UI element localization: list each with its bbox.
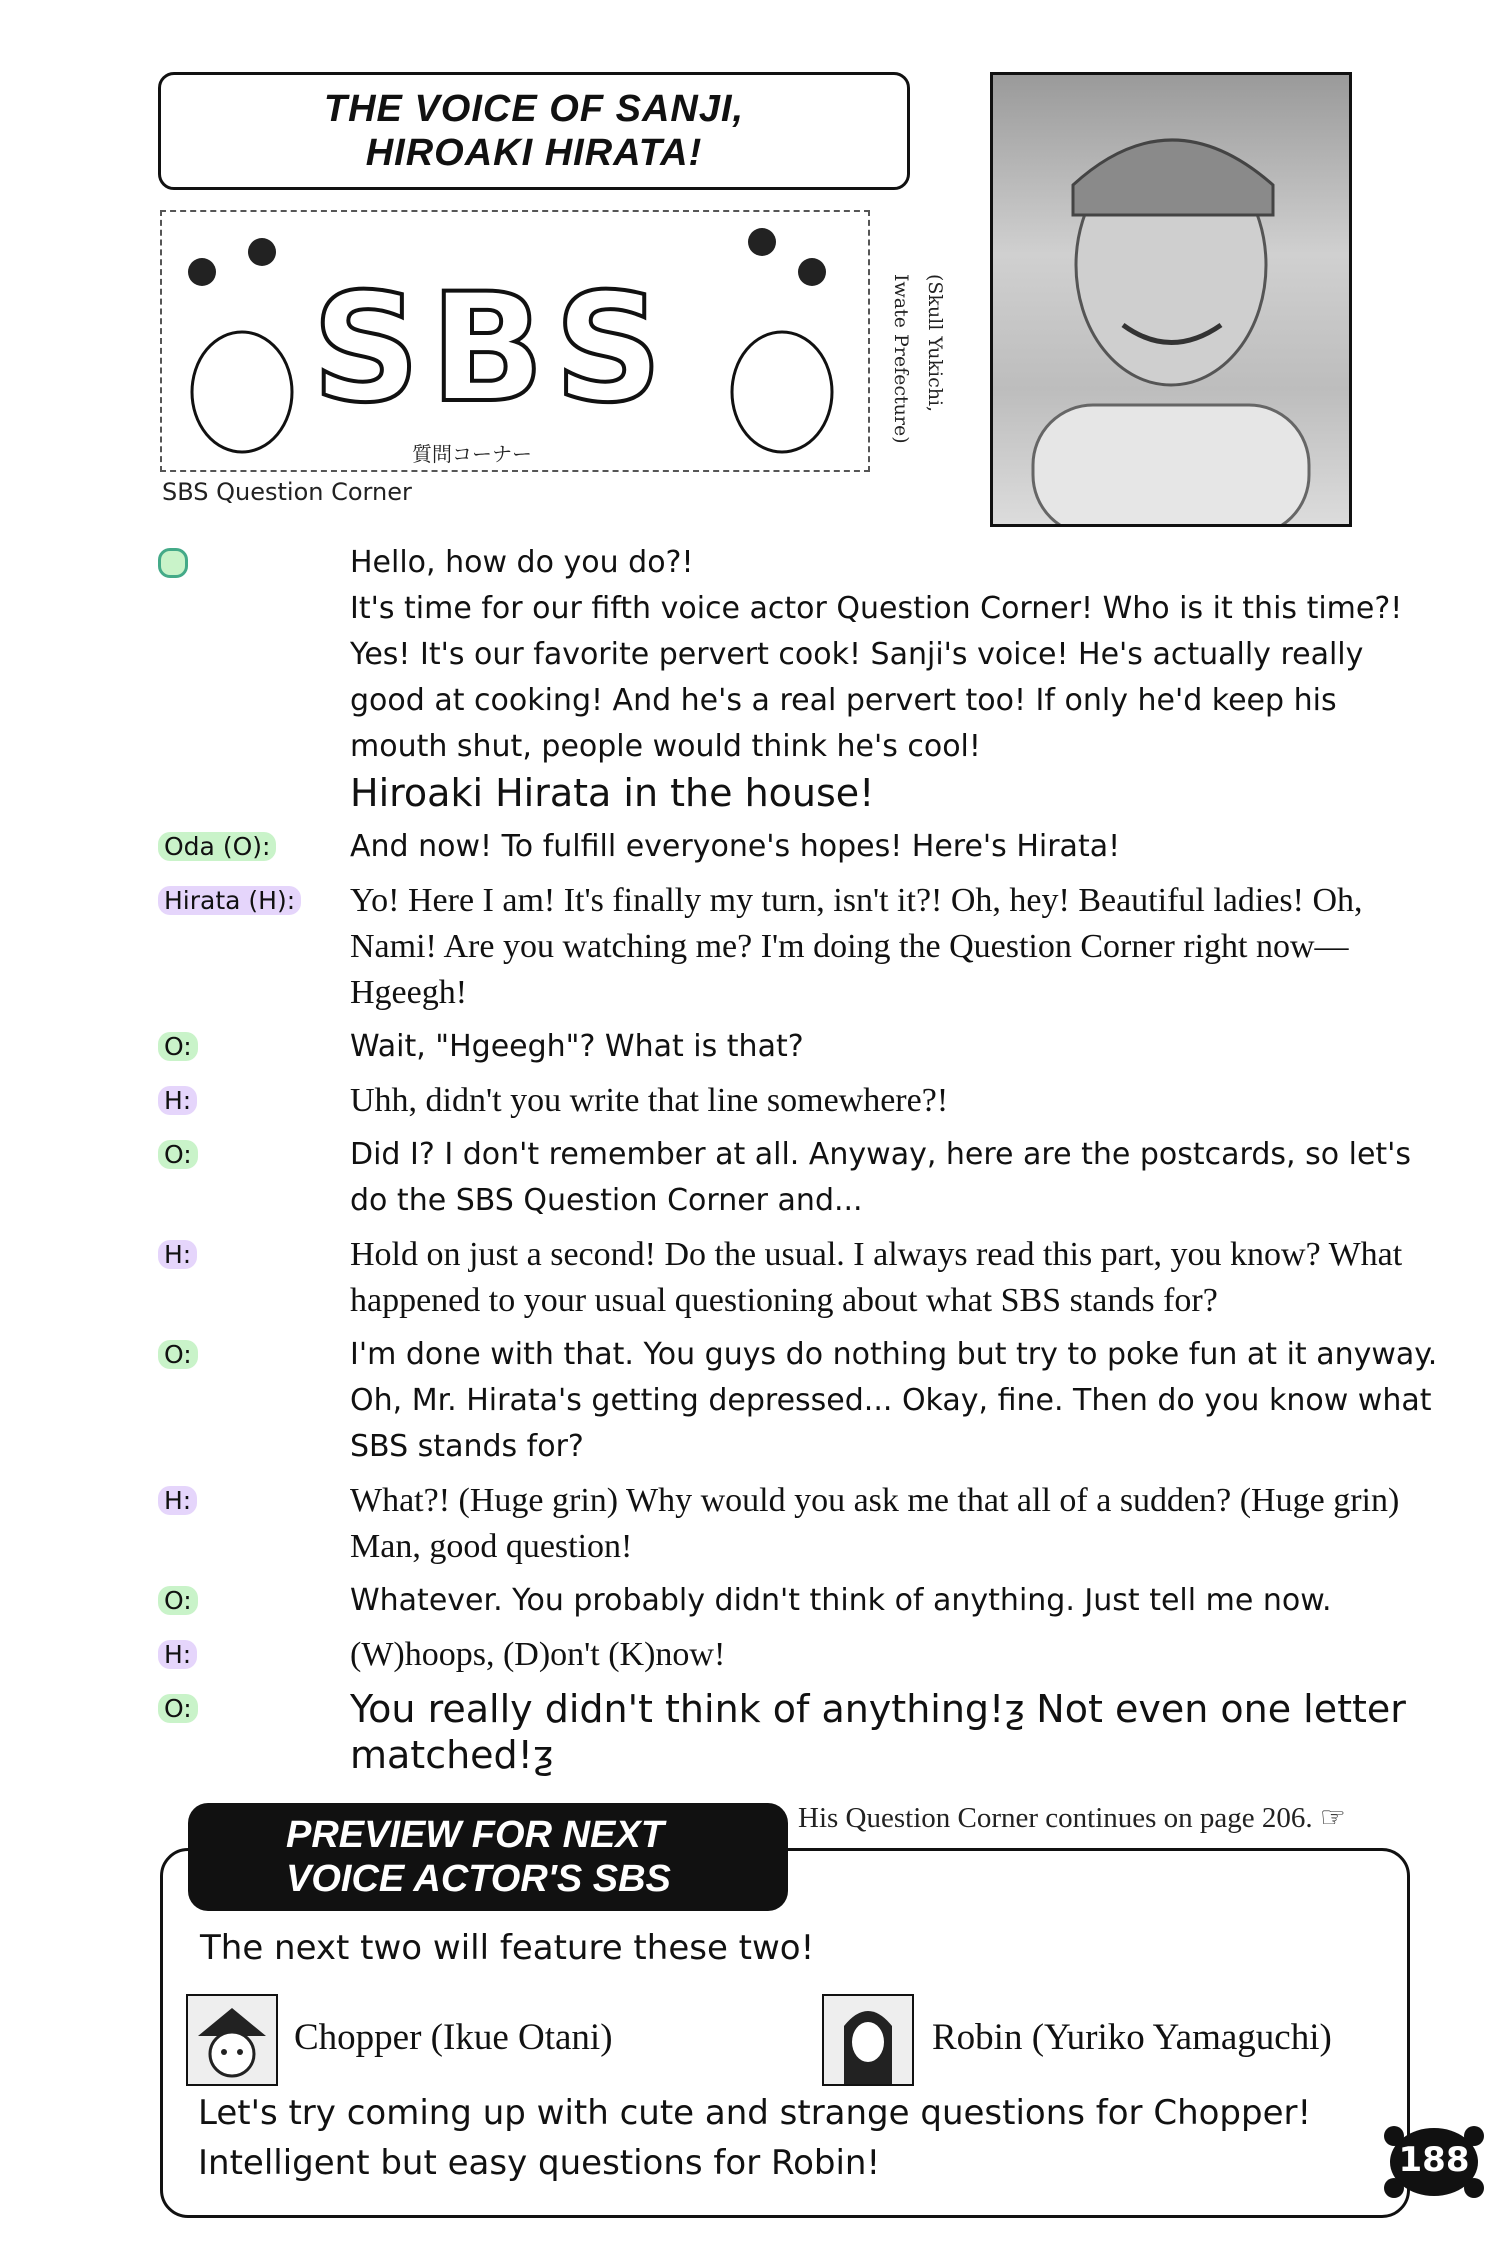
sanji-face-doodle bbox=[192, 332, 292, 452]
character-face-doodle bbox=[732, 332, 832, 452]
dialogue-row bbox=[158, 1632, 1438, 1678]
char-name-robin: Robin (Yuriko Yamaguchi) bbox=[932, 2017, 1332, 2058]
intro-highlight: Hiroaki Hirata in the house! bbox=[350, 771, 875, 815]
speaker-label bbox=[158, 1478, 350, 1570]
speaker-label bbox=[158, 1132, 350, 1224]
speaker-label bbox=[158, 1632, 350, 1678]
intro-block bbox=[158, 540, 1438, 816]
voice-actor-photo bbox=[990, 72, 1352, 527]
title-box bbox=[158, 72, 910, 190]
dialogue-row bbox=[158, 878, 1438, 1016]
page-title bbox=[324, 87, 744, 175]
dialogue-row bbox=[158, 1332, 1438, 1470]
dialogue-row bbox=[158, 1132, 1438, 1224]
intro-line-1: Hello, how do you do?! bbox=[350, 545, 694, 580]
logo-credit bbox=[880, 274, 952, 494]
dialogue-text: (W)hoops, (D)on't (K)now! bbox=[350, 1636, 726, 1673]
speaker-name: H: bbox=[158, 1486, 197, 1515]
speaker-name: O: bbox=[158, 1340, 198, 1369]
dialogue-row bbox=[158, 1078, 1438, 1124]
sbs-logo-illustration bbox=[160, 210, 870, 472]
title-line-1: THE VOICE OF SANJI, bbox=[323, 88, 745, 130]
dialogue-row bbox=[158, 824, 1438, 870]
preview-tab-line-2: VOICE ACTOR'S SBS bbox=[286, 1858, 671, 1900]
speaker-label bbox=[158, 1078, 350, 1124]
sbs-caption: SBS Question Corner bbox=[162, 478, 412, 506]
speaker-name: O: bbox=[158, 1032, 198, 1061]
credit-line-1: (Skull Yukichi, bbox=[924, 274, 946, 413]
preview-tab-line-1: PREVIEW FOR NEXT bbox=[286, 1814, 664, 1856]
apple-doodle bbox=[188, 258, 216, 286]
dialogue-row bbox=[158, 1578, 1438, 1624]
speaker-label bbox=[158, 824, 350, 870]
speaker-label bbox=[158, 1332, 350, 1470]
dialogue-text: Did I? I don't remember at all. Anyway, here are the postcards, so let's do the SBS Question Corner and... bbox=[350, 1137, 1412, 1218]
speaker-name: O: bbox=[158, 1140, 198, 1169]
dialogue-text: Hold on just a second! Do the usual. I always read this part, you know? What happened to your usual questioning about what SBS stands for? bbox=[350, 1236, 1403, 1319]
title-line-2: HIROAKI HIRATA! bbox=[365, 132, 703, 174]
dialogue-row bbox=[158, 1478, 1438, 1570]
speaker-label bbox=[158, 1024, 350, 1070]
dialogue-text: Yo! Here I am! It's finally my turn, isn't it?! Oh, hey! Beautiful ladies! Oh, Nami! Are you watching me? I'm doing the Question Corner right now—Hgeegh! bbox=[350, 882, 1363, 1011]
dialogue-row bbox=[158, 1024, 1438, 1070]
dialogue-text: You really didn't think of anything!ƺ Not even one letter matched!ƺ bbox=[350, 1687, 1406, 1777]
dialogue-text: Whatever. You probably didn't think of anything. Just tell me now. bbox=[350, 1583, 1332, 1618]
speaker-name: H: bbox=[158, 1086, 197, 1115]
speaker-label bbox=[158, 878, 350, 1016]
portrait-icon bbox=[993, 75, 1349, 524]
intro-text bbox=[350, 540, 1438, 816]
logo-subtitle: 質問コーナー bbox=[412, 442, 532, 466]
chopper-icon bbox=[186, 1994, 278, 2086]
dialogue-row bbox=[158, 1232, 1438, 1324]
preview-tab bbox=[188, 1803, 788, 1911]
speaker-label bbox=[158, 1686, 350, 1778]
dialogue-row bbox=[158, 1686, 1438, 1778]
speaker-name: H: bbox=[158, 1640, 197, 1669]
dialogue-rows bbox=[158, 824, 1438, 1778]
intro-body: It's time for our fifth voice actor Question Corner! Who is it this time?! Yes! It's our favorite pervert cook! Sanji's voice! He's actually really good at cooking! And he's a real pervert too! If only he'd keep his mouth shut, people would think he's cool! bbox=[350, 591, 1403, 764]
robin-icon bbox=[822, 1994, 914, 2086]
oda-icon-cell bbox=[158, 540, 350, 816]
speaker-name: Oda (O): bbox=[158, 832, 276, 861]
preview-intro: The next two will feature these two! bbox=[200, 1928, 815, 1968]
char-name-chopper: Chopper (Ikue Otani) bbox=[294, 2017, 613, 2058]
apple-doodle bbox=[798, 258, 826, 286]
speaker-name: O: bbox=[158, 1586, 198, 1615]
speaker-name: H: bbox=[158, 1240, 197, 1269]
speaker-label bbox=[158, 1232, 350, 1324]
dialogue-text: I'm done with that. You guys do nothing but try to poke fun at it anyway. Oh, Mr. Hirata's getting depressed... Okay, fine. Then do you know what SBS stands for? bbox=[350, 1337, 1438, 1464]
preview-note: Let's try coming up with cute and strange questions for Chopper! Intelligent but easy questions for Robin! bbox=[198, 2093, 1312, 2183]
dialogue-text: Wait, "Hgeegh"? What is that? bbox=[350, 1029, 804, 1064]
speaker-label bbox=[158, 1578, 350, 1624]
page-number-badge bbox=[1384, 2122, 1484, 2202]
dialogue-text: What?! (Huge grin) Why would you ask me that all of a sudden? (Huge grin) Man, good question! bbox=[350, 1482, 1400, 1565]
dialogue-text: And now! To fulfill everyone's hopes! Here's Hirata! bbox=[350, 829, 1121, 864]
credit-line-2: Iwate Prefecture) bbox=[890, 274, 912, 444]
sbs-logo-letters: SBS bbox=[312, 262, 673, 436]
dialogue bbox=[158, 540, 1438, 1778]
dialogue-text: Uhh, didn't you write that line somewhere?! bbox=[350, 1082, 949, 1119]
oda-icon bbox=[158, 548, 188, 578]
continues-note: His Question Corner continues on page 206. ☞ bbox=[798, 1802, 1346, 1834]
speaker-name: Hirata (H): bbox=[158, 886, 301, 915]
speaker-name: O: bbox=[158, 1694, 198, 1723]
apple-doodle bbox=[248, 238, 276, 266]
apple-doodle bbox=[748, 228, 776, 256]
page-number: 188 bbox=[1398, 2140, 1470, 2180]
